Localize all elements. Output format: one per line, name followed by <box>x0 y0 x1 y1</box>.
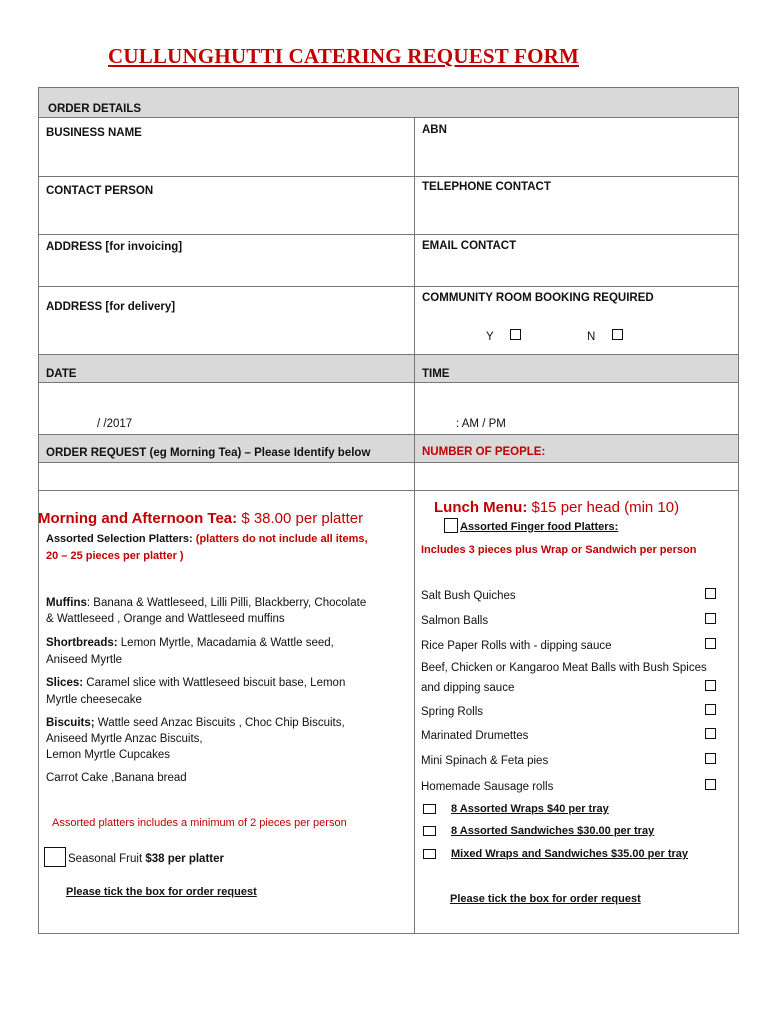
order-request-label: ORDER REQUEST (eg Morning Tea) – Please Identify below <box>46 447 371 459</box>
spinach-feta-pies-checkbox[interactable] <box>705 753 716 764</box>
row-divider <box>38 234 739 235</box>
order-details-header <box>38 87 739 118</box>
seasonal-fruit-line <box>68 853 224 865</box>
biscuits-line-2: Aniseed Myrtle Anzac Biscuits, <box>46 733 203 745</box>
number-of-people-label: NUMBER OF PEOPLE: <box>422 446 546 458</box>
lunch-title: Lunch Menu: <box>434 499 528 516</box>
biscuits-line <box>46 717 345 729</box>
community-room-label: COMMUNITY ROOM BOOKING REQUIRED <box>422 292 654 304</box>
spring-rolls-checkbox[interactable] <box>705 704 716 715</box>
muffins-text: : Banana & Wattleseed, Lilli Pilli, Blackberry, Chocolate <box>86 597 367 609</box>
wraps-checkbox[interactable] <box>423 804 436 814</box>
seasonal-fruit-checkbox[interactable] <box>44 847 66 867</box>
time-input[interactable]: : AM / PM <box>456 418 506 430</box>
shortbreads-label: Shortbreads: <box>46 637 118 649</box>
assorted-platters <box>46 533 368 545</box>
carrot-cake-line: Carrot Cake ,Banana bread <box>46 772 187 784</box>
details-table <box>38 117 739 355</box>
slices-label: Slices: <box>46 677 84 689</box>
date-input[interactable]: / /2017 <box>97 418 133 430</box>
morning-tea-title: Morning and Afternoon Tea: <box>38 510 238 527</box>
assorted-note: (platters do not include all items, <box>195 533 368 545</box>
slices-text: Caramel slice with Wattleseed biscuit base, Lemon <box>83 677 346 689</box>
abn-field[interactable]: ABN <box>422 124 447 136</box>
biscuits-line-3: Lemon Myrtle Cupcakes <box>46 749 170 761</box>
tick-note-left: Please tick the box for order request <box>66 886 257 898</box>
no-checkbox[interactable] <box>612 329 623 340</box>
includes-note: Includes 3 pieces plus Wrap or Sandwich per person <box>421 544 697 556</box>
lunch-item: Marinated Drumettes <box>421 730 529 742</box>
address-delivery-field[interactable]: ADDRESS [for delivery] <box>46 301 176 313</box>
order-details-label: ORDER DETAILS <box>48 103 142 115</box>
time-label: TIME <box>422 368 450 380</box>
muffins-line-2: & Wattleseed , Orange and Wattleseed muffins <box>46 613 285 625</box>
morning-tea-price: $ 38.00 per platter <box>237 510 364 527</box>
lunch-item: Rice Paper Rolls with - dipping sauce <box>421 640 612 652</box>
salt-bush-quiches-checkbox[interactable] <box>705 588 716 599</box>
lunch-item: Homemade Sausage rolls <box>421 781 554 793</box>
muffins-label: Muffins <box>46 597 87 609</box>
wraps-label: 8 Assorted Wraps $40 per tray <box>451 803 609 815</box>
lunch-item: Mini Spinach & Feta pies <box>421 755 549 767</box>
lunch-item: and dipping sauce <box>421 682 515 694</box>
morning-tea-heading <box>38 510 363 527</box>
yes-checkbox[interactable] <box>510 329 521 340</box>
page-title: CULLUNGHUTTI CATERING REQUEST FORM <box>108 44 580 68</box>
date-time-divider <box>414 382 415 435</box>
biscuits-label: Biscuits; <box>46 717 95 729</box>
muffins-line <box>46 597 366 609</box>
address-invoicing-field[interactable]: ADDRESS [for invoicing] <box>46 241 183 253</box>
marinated-drumettes-checkbox[interactable] <box>705 728 716 739</box>
slices-line-2: Myrtle cheesecake <box>46 694 142 706</box>
shortbreads-line <box>46 637 334 649</box>
minimum-note: Assorted platters includes a minimum of 2 pieces per person <box>52 817 347 829</box>
shortbreads-line-2: Aniseed Myrtle <box>46 654 123 666</box>
date-label: DATE <box>46 368 77 380</box>
sandwiches-label: 8 Assorted Sandwiches $30.00 per tray <box>451 825 655 837</box>
lunch-price: $15 per head (min 10) <box>527 499 680 516</box>
sausage-rolls-checkbox[interactable] <box>705 779 716 790</box>
order-request-divider <box>414 462 415 491</box>
row-divider <box>38 176 739 177</box>
rice-paper-rolls-checkbox[interactable] <box>705 638 716 649</box>
menu-divider <box>414 490 415 934</box>
lunch-item: Salmon Balls <box>421 615 489 627</box>
slices-line <box>46 677 345 689</box>
mixed-checkbox[interactable] <box>423 849 436 859</box>
lunch-item: Beef, Chicken or Kangaroo Meat Balls with Bush Spices <box>421 662 707 674</box>
finger-food-label: Assorted Finger food Platters: <box>460 521 619 533</box>
seasonal-fruit-label: Seasonal Fruit <box>68 853 146 865</box>
yes-label: Y <box>486 331 494 343</box>
details-divider <box>414 117 415 355</box>
finger-food-checkbox[interactable] <box>444 518 458 533</box>
lunch-item: Spring Rolls <box>421 706 483 718</box>
assorted-label: Assorted Selection Platters: <box>46 533 196 545</box>
tick-note-right: Please tick the box for order request <box>450 893 641 905</box>
no-label: N <box>587 331 596 343</box>
lunch-item: Salt Bush Quiches <box>421 590 516 602</box>
biscuits-text: Wattle seed Anzac Biscuits , Choc Chip Biscuits, <box>94 717 345 729</box>
telephone-field[interactable]: TELEPHONE CONTACT <box>422 181 551 193</box>
contact-person-field[interactable]: CONTACT PERSON <box>46 185 154 197</box>
seasonal-fruit-price: $38 per platter <box>145 853 224 865</box>
order-request-divider <box>414 434 415 463</box>
business-name-field[interactable]: BUSINESS NAME <box>46 127 142 139</box>
shortbreads-text: Lemon Myrtle, Macadamia & Wattle seed, <box>117 637 334 649</box>
sandwiches-checkbox[interactable] <box>423 826 436 836</box>
meat-balls-checkbox[interactable] <box>705 680 716 691</box>
date-time-header <box>38 354 739 383</box>
date-time-values <box>38 382 739 435</box>
email-field[interactable]: EMAIL CONTACT <box>422 240 517 252</box>
row-divider <box>38 286 739 287</box>
salmon-balls-checkbox[interactable] <box>705 613 716 624</box>
assorted-note-2: 20 – 25 pieces per platter ) <box>46 550 184 562</box>
lunch-heading <box>434 499 679 516</box>
mixed-label: Mixed Wraps and Sandwiches $35.00 per tray <box>451 848 689 860</box>
order-request-row <box>38 462 739 491</box>
